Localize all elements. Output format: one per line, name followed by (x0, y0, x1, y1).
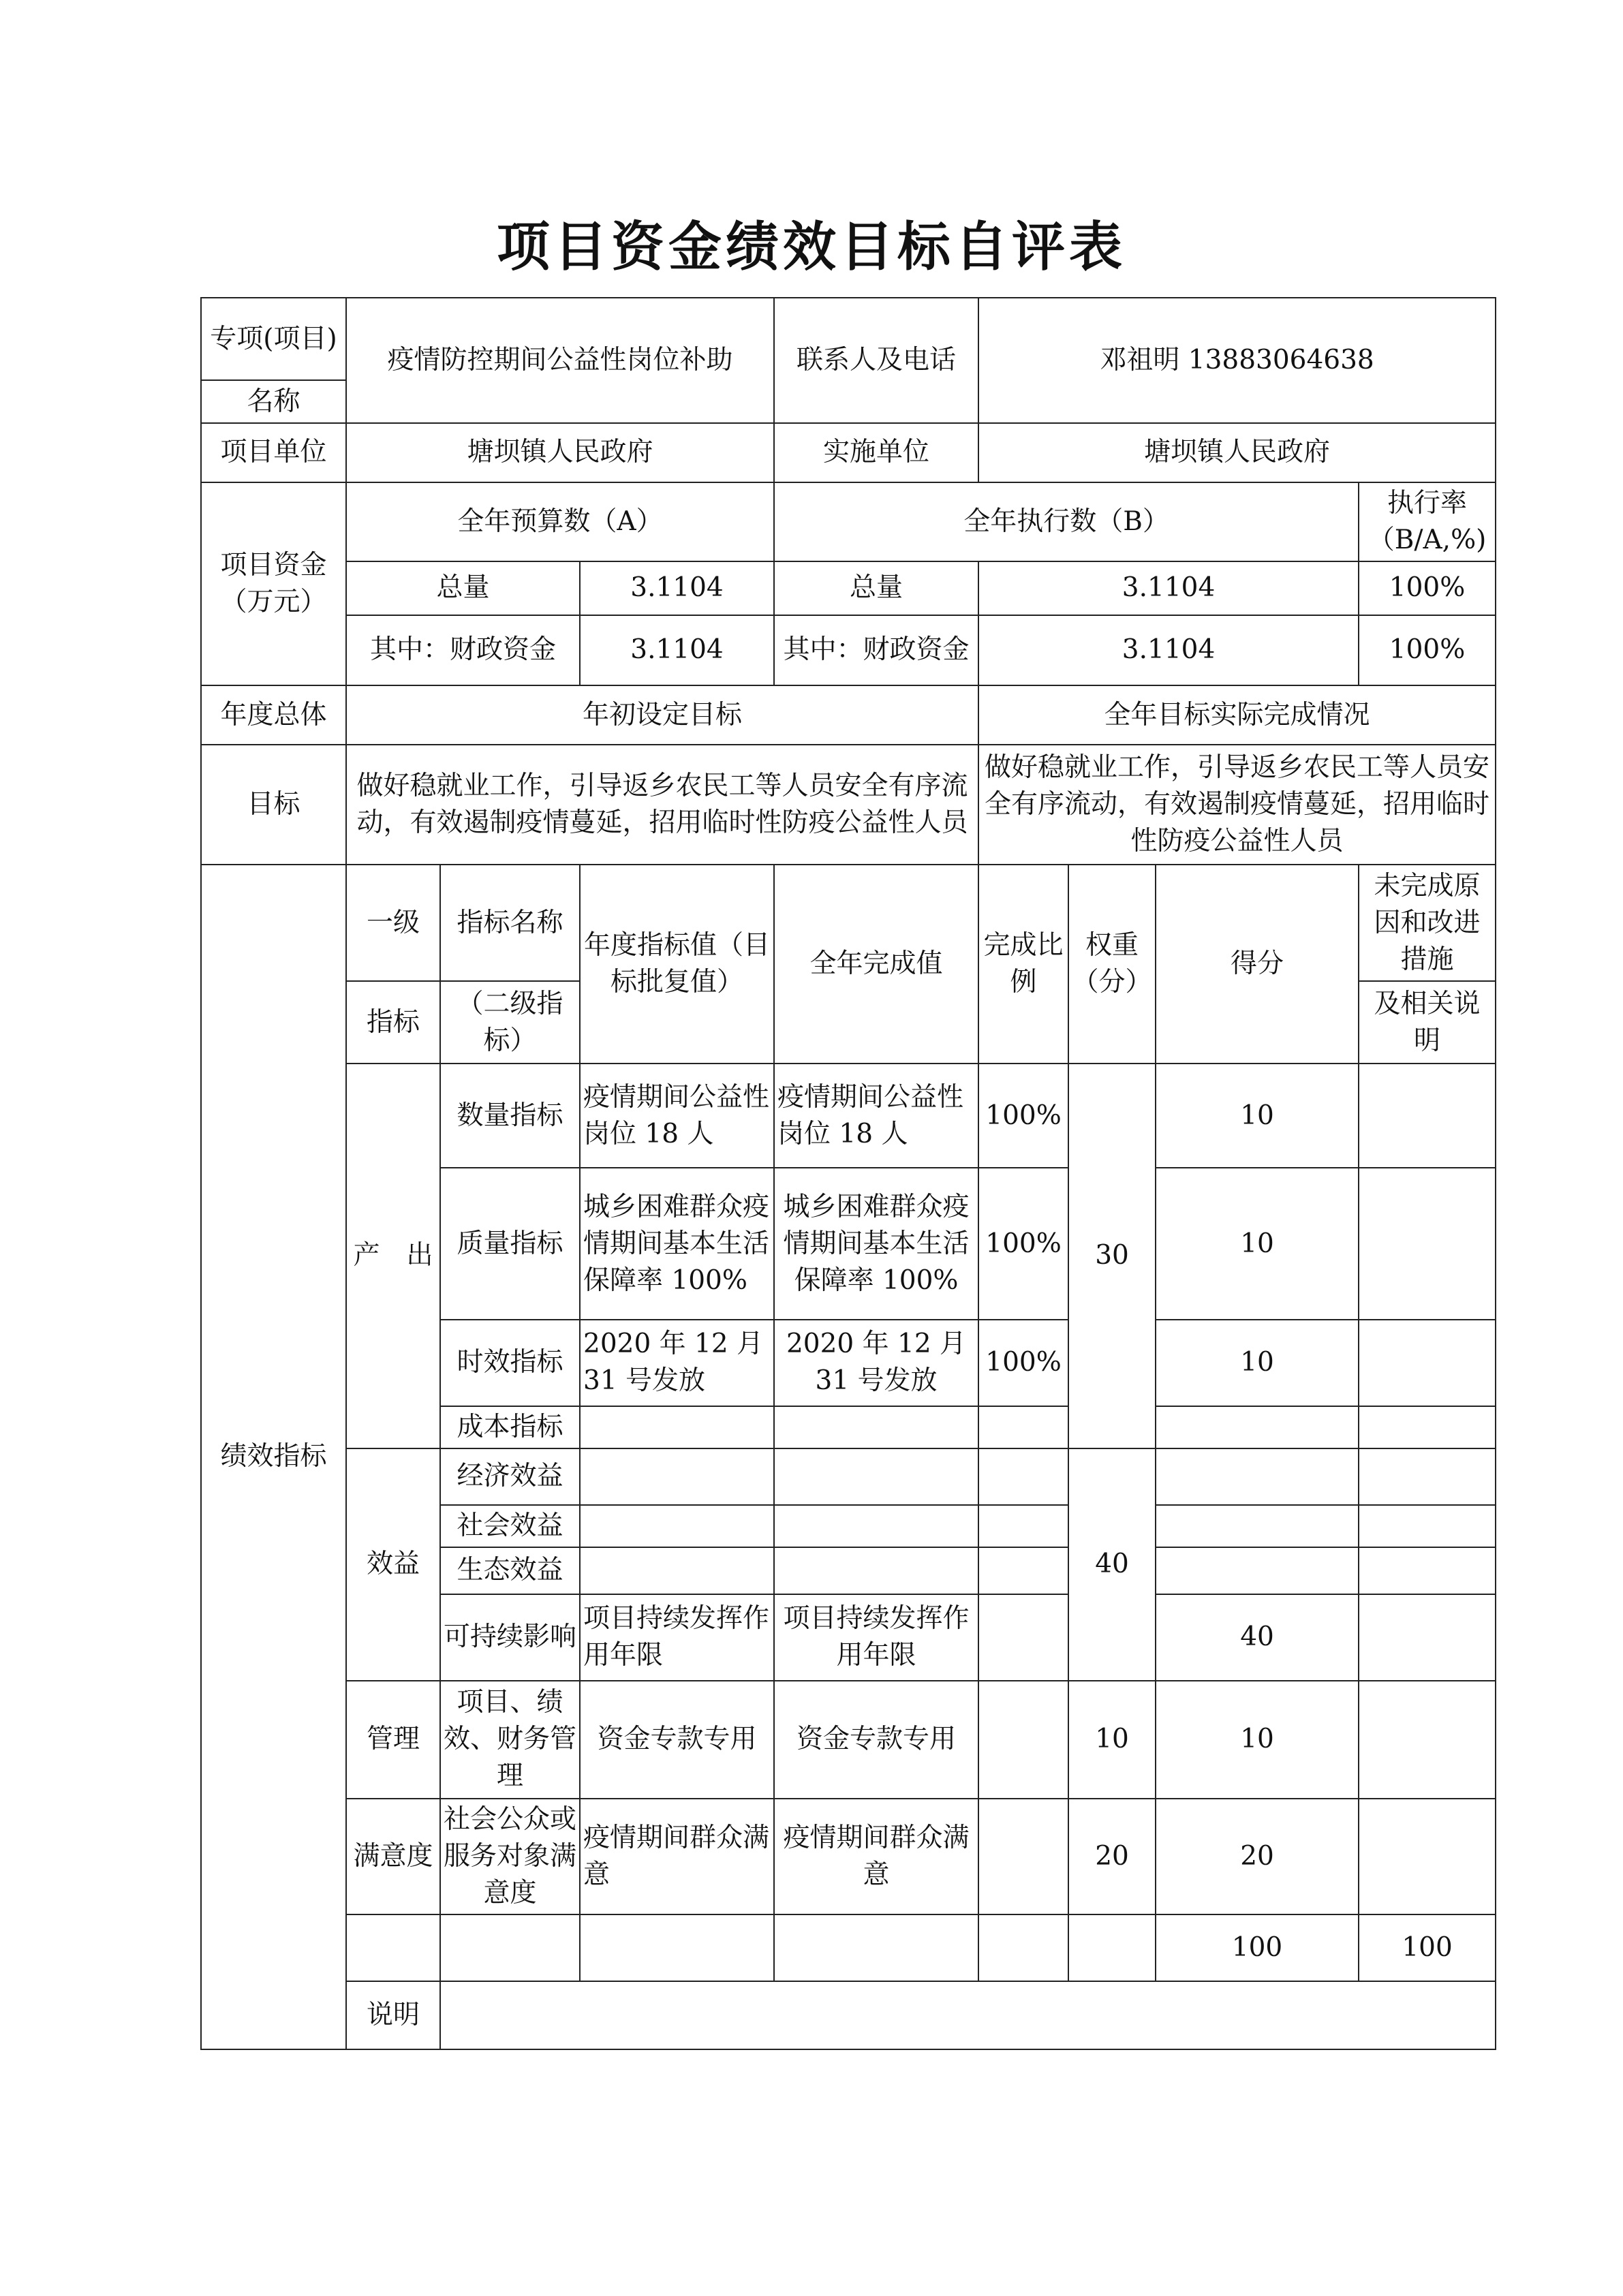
indicator-actual (774, 1406, 978, 1448)
indicator-name: 社会公众或服务对象满意度 (440, 1799, 580, 1915)
indicator-score (1156, 1406, 1359, 1448)
benefit-weight: 40 (1068, 1448, 1156, 1681)
indicator-actual (774, 1448, 978, 1505)
indicator-name: 时效指标 (440, 1320, 580, 1406)
budget-fiscal-value: 3.1104 (580, 615, 774, 685)
indicator-name: 数量指标 (440, 1064, 580, 1168)
ratio-header: 完成比例 (978, 865, 1068, 1064)
indicator-name: 社会效益 (440, 1505, 580, 1547)
indicator-ratio: 100% (978, 1168, 1068, 1320)
satisfaction-weight: 20 (1068, 1799, 1156, 1915)
rate-total: 100% (1359, 561, 1496, 615)
indicator-actual: 2020 年 12 月 31 号发放 (774, 1320, 978, 1406)
exec-header: 全年执行数（B） (774, 482, 1359, 561)
indicator-reason (1359, 1320, 1496, 1406)
budget-fiscal-label: 其中：财政资金 (346, 615, 580, 685)
total-blank (774, 1914, 978, 1981)
indicator-target: 城乡困难群众疫情期间基本生活保障率 100% (580, 1168, 774, 1320)
indicator-actual (774, 1505, 978, 1547)
indicator-target: 项目持续发挥作用年限 (580, 1594, 774, 1681)
indicator-name: 质量指标 (440, 1168, 580, 1320)
output-label: 产 出 (346, 1064, 440, 1448)
indicator-reason (1359, 1681, 1496, 1799)
impl-value: 塘坝镇人民政府 (978, 423, 1496, 482)
indicator-actual: 城乡困难群众疫情期间基本生活保障率 100% (774, 1168, 978, 1320)
project-name-label-bottom: 名称 (201, 380, 346, 422)
indicator-target (580, 1547, 774, 1594)
name-header-top: 指标名称 (440, 865, 580, 982)
total-blank (1068, 1914, 1156, 1981)
indicator-reason (1359, 1448, 1496, 1505)
reason-header-top: 未完成原因和改进措施 (1359, 865, 1496, 982)
reason-header-bottom: 及相关说明 (1359, 981, 1496, 1063)
indicator-actual: 疫情期间群众满意 (774, 1799, 978, 1915)
satisfaction-label: 满意度 (346, 1799, 440, 1915)
indicator-score: 10 (1156, 1681, 1359, 1799)
score-header: 得分 (1156, 865, 1359, 1064)
indicator-ratio (978, 1799, 1068, 1915)
goals-label-bottom: 目标 (201, 745, 346, 865)
indicator-reason (1359, 1168, 1496, 1320)
budget-total-label: 总量 (346, 561, 580, 615)
management-label: 管理 (346, 1681, 440, 1799)
indicator-ratio (978, 1505, 1068, 1547)
total-weight: 100 (1156, 1914, 1359, 1981)
indicator-reason (1359, 1505, 1496, 1547)
project-name-value: 疫情防控期间公益性岗位补助 (346, 298, 774, 423)
indicator-ratio (978, 1681, 1068, 1799)
contact-label: 联系人及电话 (774, 298, 978, 423)
indicator-ratio (978, 1406, 1068, 1448)
output-weight: 30 (1068, 1064, 1156, 1448)
actual-goal-header: 全年目标实际完成情况 (978, 685, 1496, 745)
indicator-target: 资金专款专用 (580, 1681, 774, 1799)
indicator-target: 疫情期间公益性岗位 18 人 (580, 1064, 774, 1168)
indicator-name: 可持续影响 (440, 1594, 580, 1681)
indicator-reason (1359, 1547, 1496, 1594)
exec-total-value: 3.1104 (978, 561, 1359, 615)
management-weight: 10 (1068, 1681, 1156, 1799)
indicator-target (580, 1505, 774, 1547)
exec-total-label: 总量 (774, 561, 978, 615)
total-blank (978, 1914, 1068, 1981)
notes-label: 说明 (346, 1981, 440, 2049)
total-blank (440, 1914, 580, 1981)
indicator-ratio: 100% (978, 1064, 1068, 1168)
indicator-target: 疫情期间群众满意 (580, 1799, 774, 1915)
indicator-ratio (978, 1594, 1068, 1681)
indicator-name: 项目、绩效、财务管理 (440, 1681, 580, 1799)
evaluation-table (200, 297, 1496, 2050)
indicator-score: 40 (1156, 1594, 1359, 1681)
benefit-label: 效益 (346, 1448, 440, 1681)
unit-value: 塘坝镇人民政府 (346, 423, 774, 482)
indicator-name: 成本指标 (440, 1406, 580, 1448)
indicator-actual: 资金专款专用 (774, 1681, 978, 1799)
contact-value: 邓祖明 13883064638 (978, 298, 1496, 423)
indicator-score: 10 (1156, 1168, 1359, 1320)
indicator-ratio: 100% (978, 1320, 1068, 1406)
indicator-score: 10 (1156, 1320, 1359, 1406)
indicator-score (1156, 1448, 1359, 1505)
indicator-actual: 疫情期间公益性岗位 18 人 (774, 1064, 978, 1168)
budget-header: 全年预算数（A） (346, 482, 774, 561)
indicator-reason (1359, 1594, 1496, 1681)
total-score: 100 (1359, 1914, 1496, 1981)
unit-label: 项目单位 (201, 423, 346, 482)
indicator-score (1156, 1547, 1359, 1594)
name-header-bottom: （二级指标） (440, 981, 580, 1063)
exec-fiscal-value: 3.1104 (978, 615, 1359, 685)
indicator-reason (1359, 1799, 1496, 1915)
level1-header-top: 一级 (346, 865, 440, 982)
indicator-target: 2020 年 12 月 31 号发放 (580, 1320, 774, 1406)
indicator-score: 20 (1156, 1799, 1359, 1915)
indicator-actual (774, 1547, 978, 1594)
indicator-score: 10 (1156, 1064, 1359, 1168)
indicator-score (1156, 1505, 1359, 1547)
indicator-target (580, 1448, 774, 1505)
indicator-target (580, 1406, 774, 1448)
target-header: 年度指标值（目标批复值） (580, 865, 774, 1064)
impl-label: 实施单位 (774, 423, 978, 482)
indicator-name: 生态效益 (440, 1547, 580, 1594)
total-blank (346, 1914, 440, 1981)
indicator-reason (1359, 1406, 1496, 1448)
rate-header: 执行率（B/A,%) (1359, 482, 1496, 561)
funds-label: 项目资金（万元） (201, 482, 346, 685)
indicator-name: 经济效益 (440, 1448, 580, 1505)
total-blank (580, 1914, 774, 1981)
actual-header: 全年完成值 (774, 865, 978, 1064)
actual-goal-text: 做好稳就业工作，引导返乡农民工等人员安全有序流动，有效遏制疫情蔓延，招用临时性防疫公益性人员 (978, 745, 1496, 865)
indicator-actual: 项目持续发挥作用年限 (774, 1594, 978, 1681)
project-name-label-top: 专项(项目) (201, 298, 346, 380)
initial-goal-header: 年初设定目标 (346, 685, 978, 745)
indicator-ratio (978, 1547, 1068, 1594)
goals-label-top: 年度总体 (201, 685, 346, 745)
rate-fiscal: 100% (1359, 615, 1496, 685)
page-title: 项目资金绩效目标自评表 (496, 217, 1126, 278)
notes-value (440, 1981, 1496, 2049)
indicator-reason (1359, 1064, 1496, 1168)
indicators-section-label: 绩效指标 (201, 865, 346, 2049)
level1-header-bottom: 指标 (346, 981, 440, 1063)
exec-fiscal-label: 其中：财政资金 (774, 615, 978, 685)
initial-goal-text: 做好稳就业工作，引导返乡农民工等人员安全有序流动，有效遏制疫情蔓延，招用临时性防疫公益性人员 (346, 745, 978, 865)
indicator-ratio (978, 1448, 1068, 1505)
budget-total-value: 3.1104 (580, 561, 774, 615)
weight-header: 权重（分） (1068, 865, 1156, 1064)
